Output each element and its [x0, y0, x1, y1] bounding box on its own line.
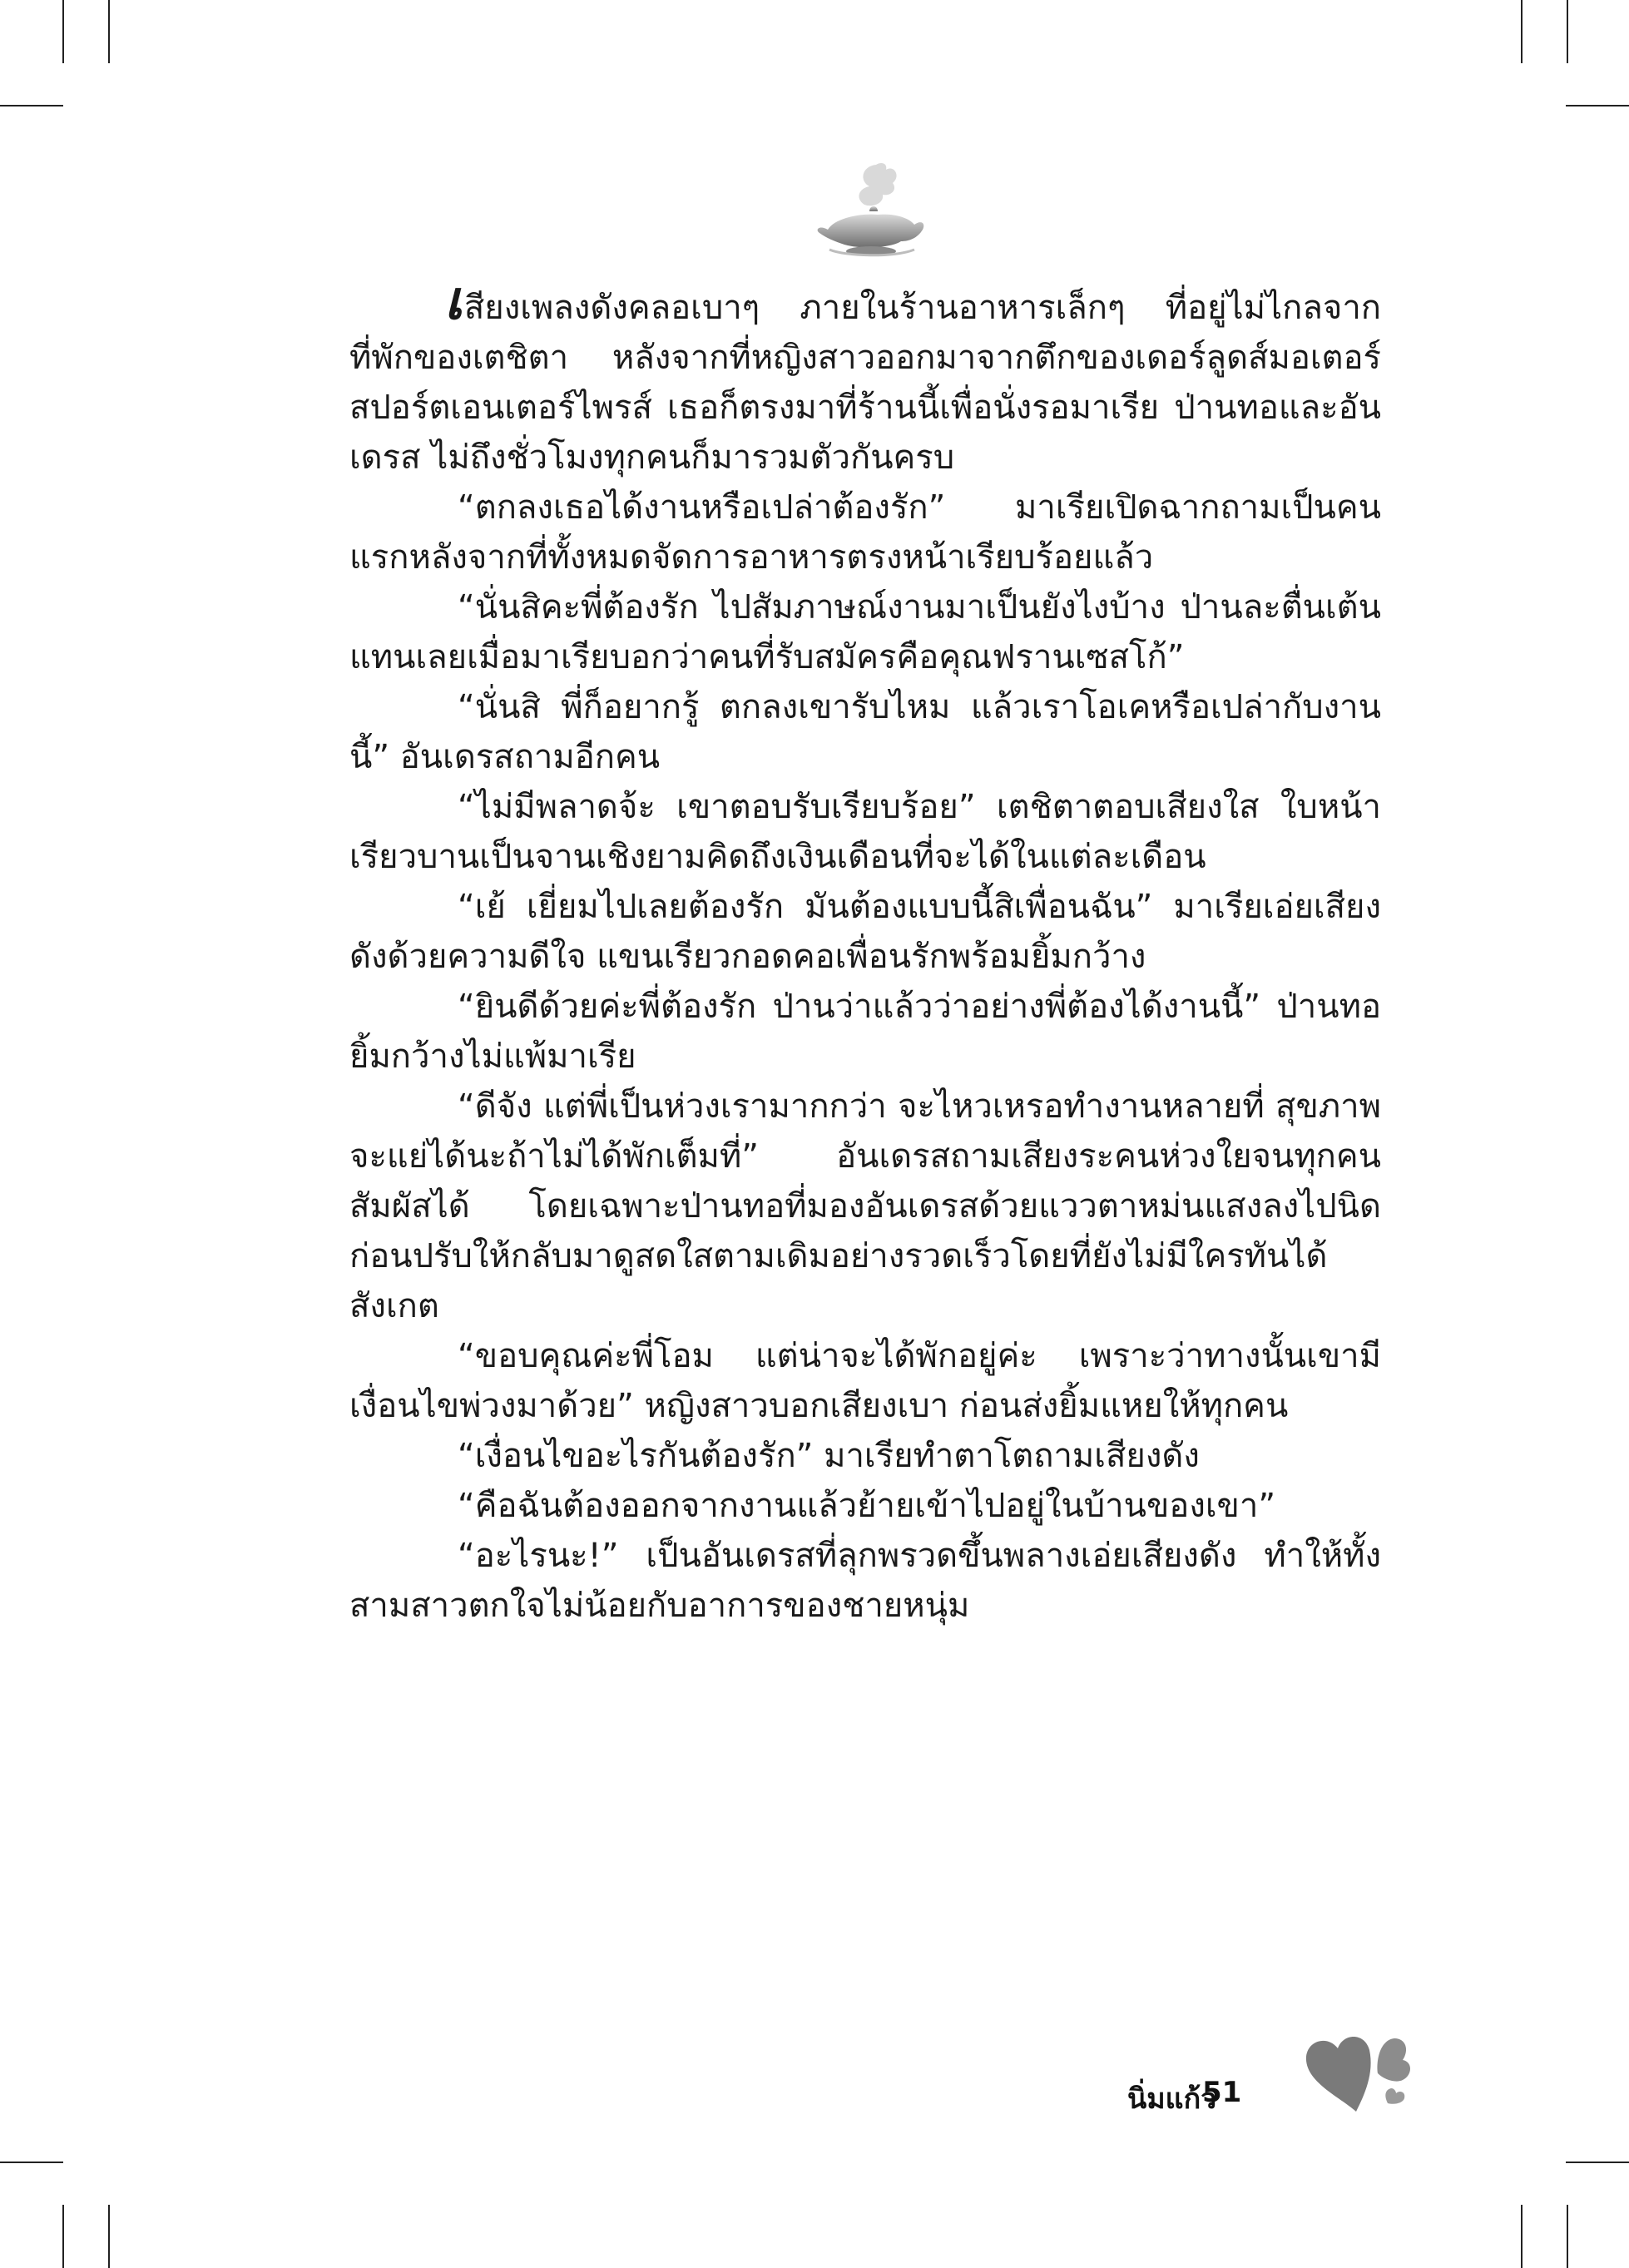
crop-mark: [62, 0, 64, 63]
paragraph: “ตกลงเธอได้งานหรือเปล่าต้องรัก” มาเรียเปิดฉากถามเป็นคนแรกหลังจากที่ทั้งหมดจัดการอาหารตรงหน้าเรียบร้อยแล้ว: [349, 488, 1381, 577]
paragraph: “ไม่มีพลาดจ้ะ เขาตอบรับเรียบร้อย” เตชิตาตอบเสียงใส ใบหน้าเรียวบานเป็นจานเชิงยามคิดถึงเงินเดือนที่จะได้ในแต่ละเดือน: [349, 788, 1381, 876]
paragraph: [349, 270, 1381, 483]
hearts-icon: [1298, 2020, 1414, 2120]
paragraph: “เงื่อนไขอะไรกันต้องรัก” มาเรียทำตาโตถามเสียงดัง: [458, 1437, 1200, 1475]
paragraph: “นั่นสิคะพี่ต้องรัก ไปสัมภาษณ์งานมาเป็นยังไงบ้าง ป่านละตื่นเต้นแทนเลยเมื่อมาเรียบอกว่าคนที่รับสมัครคือคุณฟรานเซสโก้”: [349, 588, 1381, 676]
crop-mark: [1567, 0, 1568, 63]
crop-mark: [108, 0, 110, 63]
crop-mark: [1521, 0, 1523, 63]
body-text: [349, 270, 1381, 1631]
book-title: นิ่มแก้ว: [1127, 2082, 1217, 2116]
drop-cap: เ: [444, 270, 463, 332]
paragraph: “คือฉันต้องออกจากงานแล้วย้ายเข้าไปอยู่ในบ้านของเขา”: [458, 1487, 1276, 1525]
crop-mark: [1566, 2162, 1629, 2163]
paragraph: “เย้ เยี่ยมไปเลยต้องรัก มันต้องแบบนี้สิเพื่อนฉัน” มาเรียเอ่ยเสียงดังด้วยความดีใจ แขนเรียวกอดคอเพื่อนรักพร้อมยิ้มกว้าง: [349, 888, 1381, 976]
paragraph: “ดีจัง แต่พี่เป็นห่วงเรามากกว่า จะไหวเหรอทำงานหลายที่ สุขภาพจะแย่ได้นะถ้าไม่ได้พักเต็มที่” อันเดรสถามเสียงระคนห่วงใยจนทุกคนสัมผัสได้ โดยเฉพาะป่านทอที่มองอันเดรสด้วยแววตาหม่นแสงลงไปนิดก่อนปรับให้กลับมาดูสดใสตามเดิมอย่างรวดเร็วโดยที่ยังไม่มีใครทันได้สังเกต: [349, 1087, 1381, 1325]
crop-mark: [0, 2162, 63, 2163]
crop-mark: [1566, 105, 1629, 106]
paragraph: “ยินดีด้วยค่ะพี่ต้องรัก ป่านว่าแล้วว่าอย่างพี่ต้องได้งานนี้” ป่านทอยิ้มกว้างไม่แพ้มาเรีย: [349, 988, 1381, 1076]
page-number: 51: [1202, 2076, 1242, 2109]
crop-mark: [0, 105, 63, 106]
paragraph: “อะไรนะ!” เป็นอันเดรสที่ลุกพรวดขึ้นพลางเอ่ยเสียงดัง ทำให้ทั้งสามสาวตกใจไม่น้อยกับอาการของชายหนุ่ม: [349, 1537, 1381, 1625]
paragraph: “นั่นสิ พี่ก็อยากรู้ ตกลงเขารับไหม แล้วเราโอเคหรือเปล่ากับงานนี้” อันเดรสถามอีกคน: [349, 688, 1381, 776]
magic-lamp-icon: [811, 158, 928, 270]
crop-mark: [108, 2205, 110, 2268]
paragraph: “ขอบคุณค่ะพี่โอม แต่น่าจะได้พักอยู่ค่ะ เพราะว่าทางนั้นเขามีเงื่อนไขพ่วงมาด้วย” หญิงสาวบอกเสียงเบา ก่อนส่งยิ้มแหยให้ทุกคน: [349, 1337, 1381, 1425]
crop-mark: [1521, 2205, 1523, 2268]
crop-mark: [62, 2205, 64, 2268]
crop-mark: [1567, 2205, 1568, 2268]
paragraph-text: สียงเพลงดังคลอเบาๆ ภายในร้านอาหารเล็กๆ ที่อยู่ไม่ไกลจากที่พักของเตชิตา หลังจากที่หญิงสาวออกมาจากตึกของเดอร์ลูดส์มอเตอร์สปอร์ตเอนเตอร์ไพรส์ เธอก็ตรงมาที่ร้านนี้เพื่อนั่งรอมาเรีย ป่านทอและอันเดรส ไม่ถึงชั่วโมงทุกคนก็มารวมตัวกันครบ: [349, 289, 1381, 477]
